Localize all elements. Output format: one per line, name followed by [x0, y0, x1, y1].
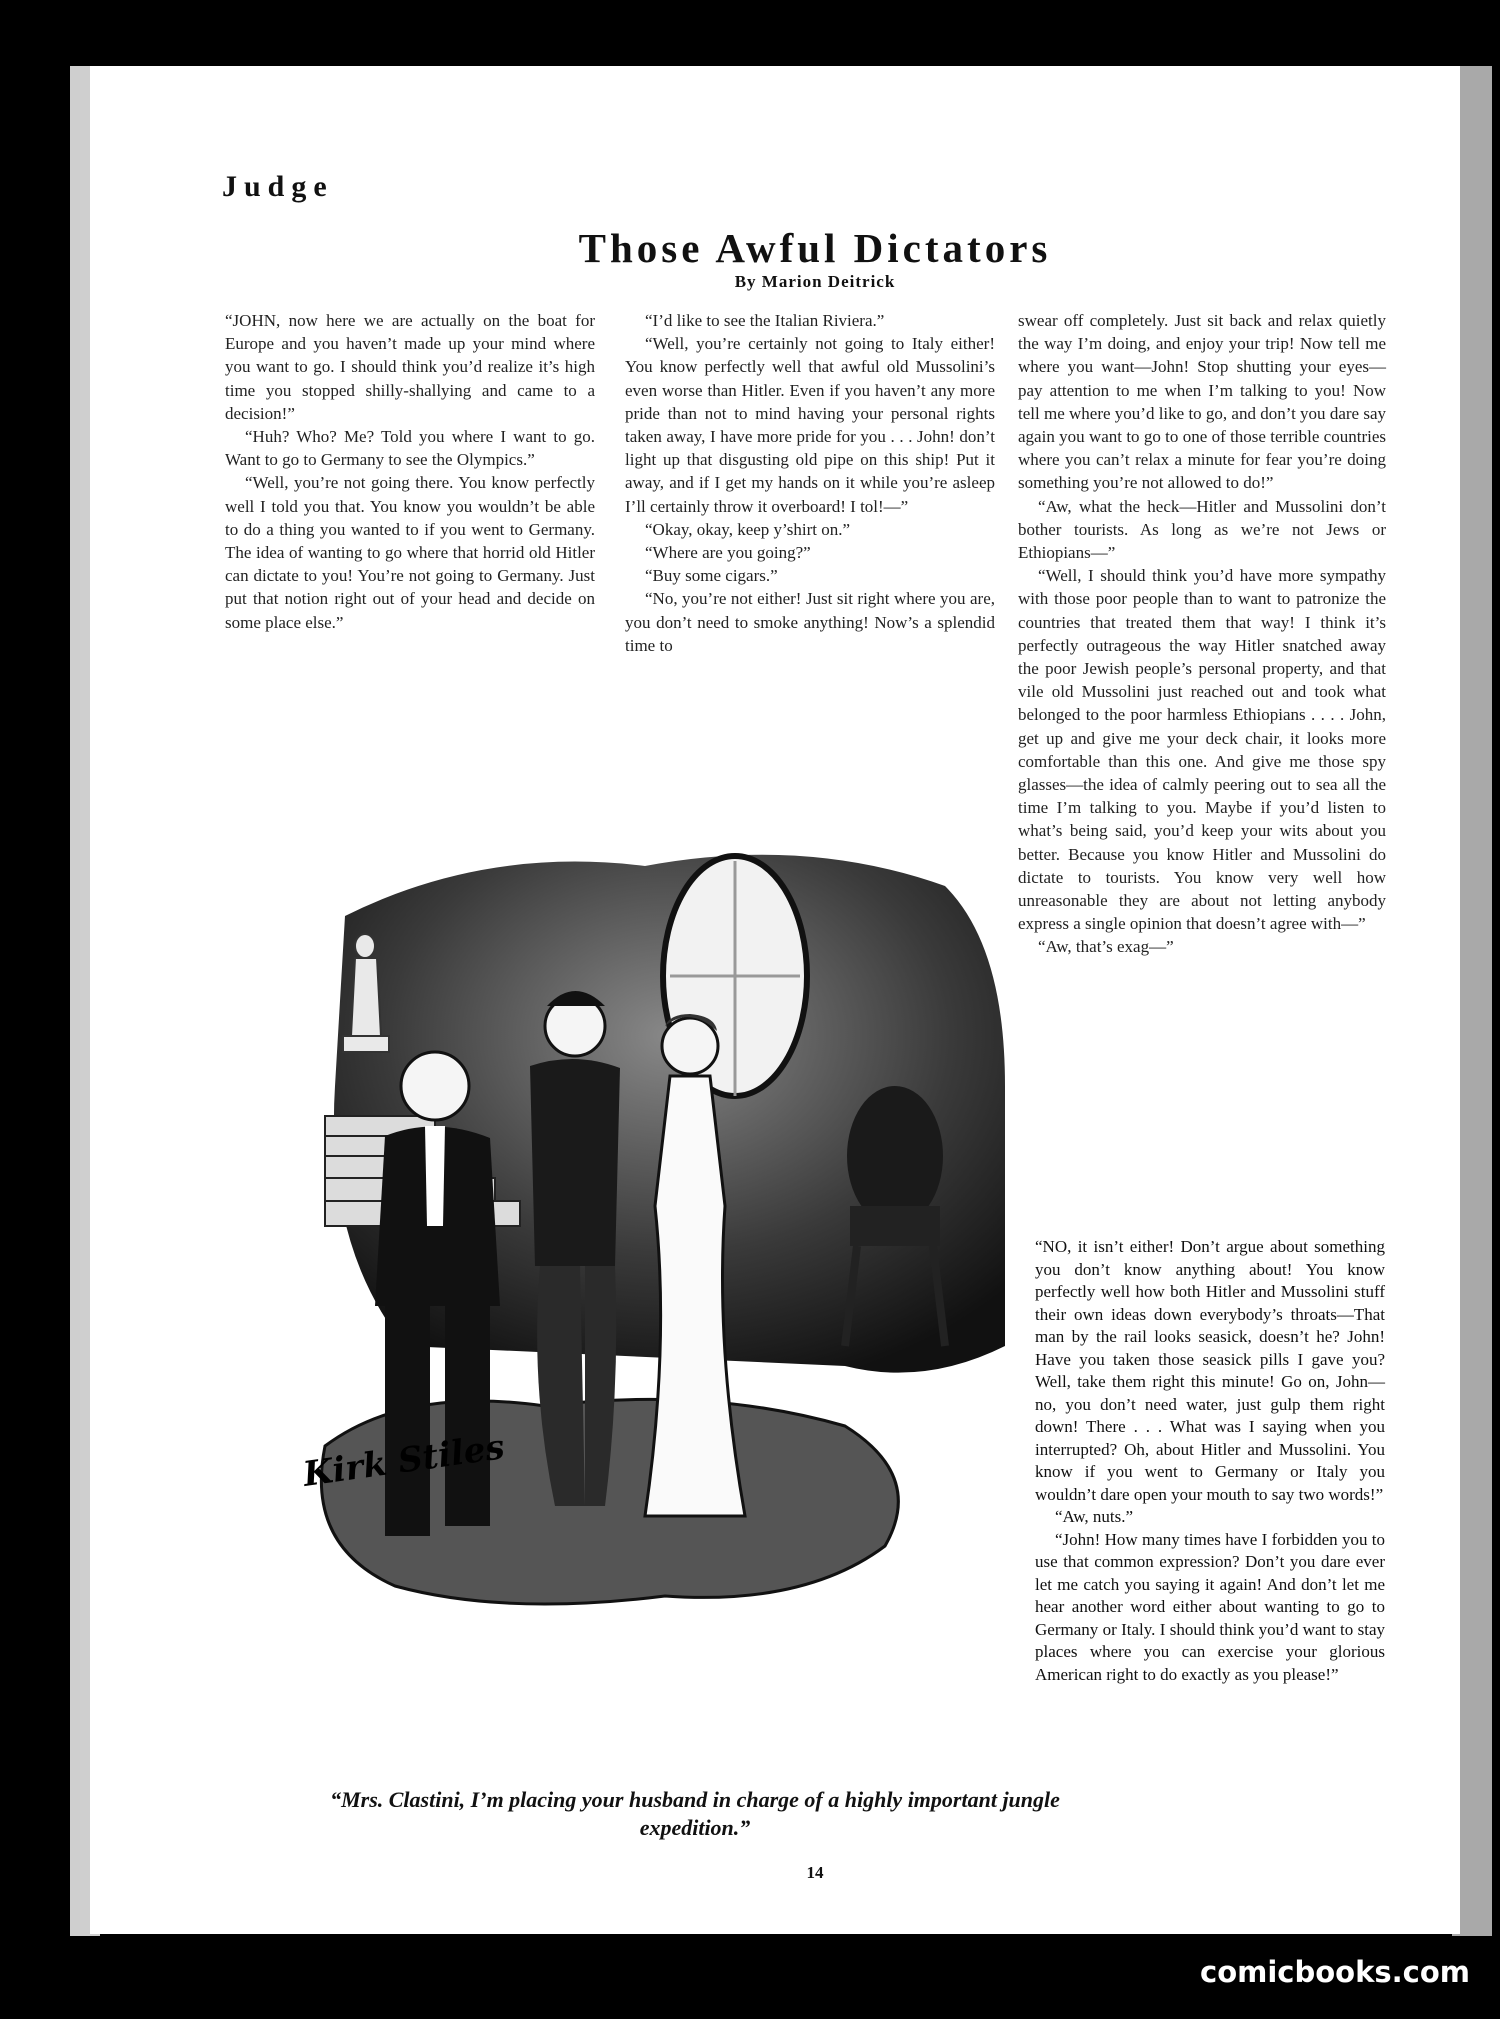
paragraph: “Aw, what the heck—Hitler and Mussolini don’t bother tourists. As long as we’re not Jews or Ethiopians—”	[1018, 496, 1386, 563]
paragraph: “Well, you’re not going there. You know perfectly well I told you that. You know you wouldn’t be able to do a thing you wanted to if you went to Germany. The idea of wanting to go where that horrid old Hitler can dictate to you! You’re not going to Germany. Just put that notion right out of your head and decide on some place else.”	[225, 473, 595, 632]
artist-signature: Kirk Stiles	[300, 1427, 507, 1495]
paragraph: “Well, I should think you’d have more sympathy with those poor people than to want to patronize the countries that treated them that way! I think it’s perfectly outrageous the way Hitler snatched away the poor Jewish people’s personal property, and that vile old Mussolini just reached out and took what belonged to the poor harmless Ethiopians . . . . John, get up and give me your deck chair, it looks more comfortable than this one. And give me those spy glasses—the idea of calmly peering out to sea all the time I’m talking to you. Maybe if you’d listen to what’s being said, you’d keep your wits about you better. Because you know Hitler and Mussolini do dictate to tourists. You know very well how unreasonable they are about not letting anybody express a single opinion that doesn’t agree with—”	[1018, 566, 1386, 934]
article-title: Those Awful Dictators	[578, 225, 1052, 271]
paragraph: “Well, you’re certainly not going to Italy either! You know perfectly well that awful old Mussolini’s even worse than Hitler. Even if you haven’t any more pride than not to mind having your personal rights taken away, I have more pride for you . . . John! don’t light up that disgusting old pipe on this ship! Put it away, and if I get my hands on it while you’re asleep I’ll certainly throw it overboard! I tol!—”	[625, 334, 995, 516]
paragraph: “JOHN, now here we are actually on the boat for Europe and you haven’t made up your mind where you want to go. I should think you’d realize it’s high time you stopped shilly-shallying and came to a decision!”	[225, 311, 595, 423]
magazine-page	[90, 66, 1460, 1934]
paragraph: “Okay, okay, keep y’shirt on.”	[645, 519, 851, 539]
officer-figure	[530, 991, 620, 1506]
paragraph: “Aw, nuts.”	[1055, 1507, 1134, 1526]
paragraph: “Where are you going?”	[645, 543, 811, 563]
watermark: comicbooks.com	[1200, 1955, 1470, 1989]
paragraph: “NO, it isn’t either! Don’t argue about something you don’t know anything about! You know perfectly well how both Hitler and Mussolini stuff their own ideas down everybody’s throats—That man by the rail looks seasick, doesn’t he? John! Have you taken those seasick pills I gave you? Well, take them right this minute! Go on, John—no, you don’t need water, just gulp them right down! There . . . What was I saying when you interrupted? Oh, about Hitler and Mussolini. You know if you went to Germany or Italy you wouldn’t dare open your mouth to say two words!”	[1035, 1237, 1385, 1504]
column-1	[225, 309, 595, 634]
column-2	[625, 309, 995, 657]
paragraph: “Aw, that’s exag—”	[1038, 937, 1174, 957]
masthead: Judge	[222, 170, 334, 203]
column-4	[1035, 1236, 1385, 1686]
paragraph: “John! How many times have I forbidden you to use that common expression? Don’t you dare ever let me catch you saying it again! And don’t let me hear another word either about wanting to go to Germany or Italy. I should think you’d want to stay places where you can exercise your glorious American right to do exactly as you please!”	[1035, 1529, 1385, 1684]
paragraph: “No, you’re not either! Just sit right where you are, you don’t need to smoke anything! Now’s a splendid time to	[625, 589, 995, 655]
paragraph: “Huh? Who? Me? Told you where I want to go. Want to go to Germany to see the Olympics.”	[225, 427, 595, 470]
column-3	[1018, 309, 1386, 959]
paragraph: “I’d like to see the Italian Riviera.”	[645, 311, 885, 330]
paragraph: swear off completely. Just sit back and relax quietly the way I’m doing, and enjoy your trip! Now tell me where you want—John! Stop shutting your eyes—pay attention to me when I’m talking to you! Now tell me where you’d like to go, and don’t you dare say again you want to go to one of those terrible countries where you can’t relax a minute for fear you’re doing something you’re not allowed to do!”	[1018, 311, 1386, 493]
paragraph: “Buy some cigars.”	[645, 566, 778, 586]
cartoon-caption: “Mrs. Clastini, I’m placing your husband in charge of a highly important jungle expedition.”	[330, 1787, 1060, 1840]
page-number: 14	[806, 1863, 824, 1882]
cartoon-illustration	[285, 826, 1065, 1761]
byline: By Marion Deitrick	[734, 272, 896, 291]
